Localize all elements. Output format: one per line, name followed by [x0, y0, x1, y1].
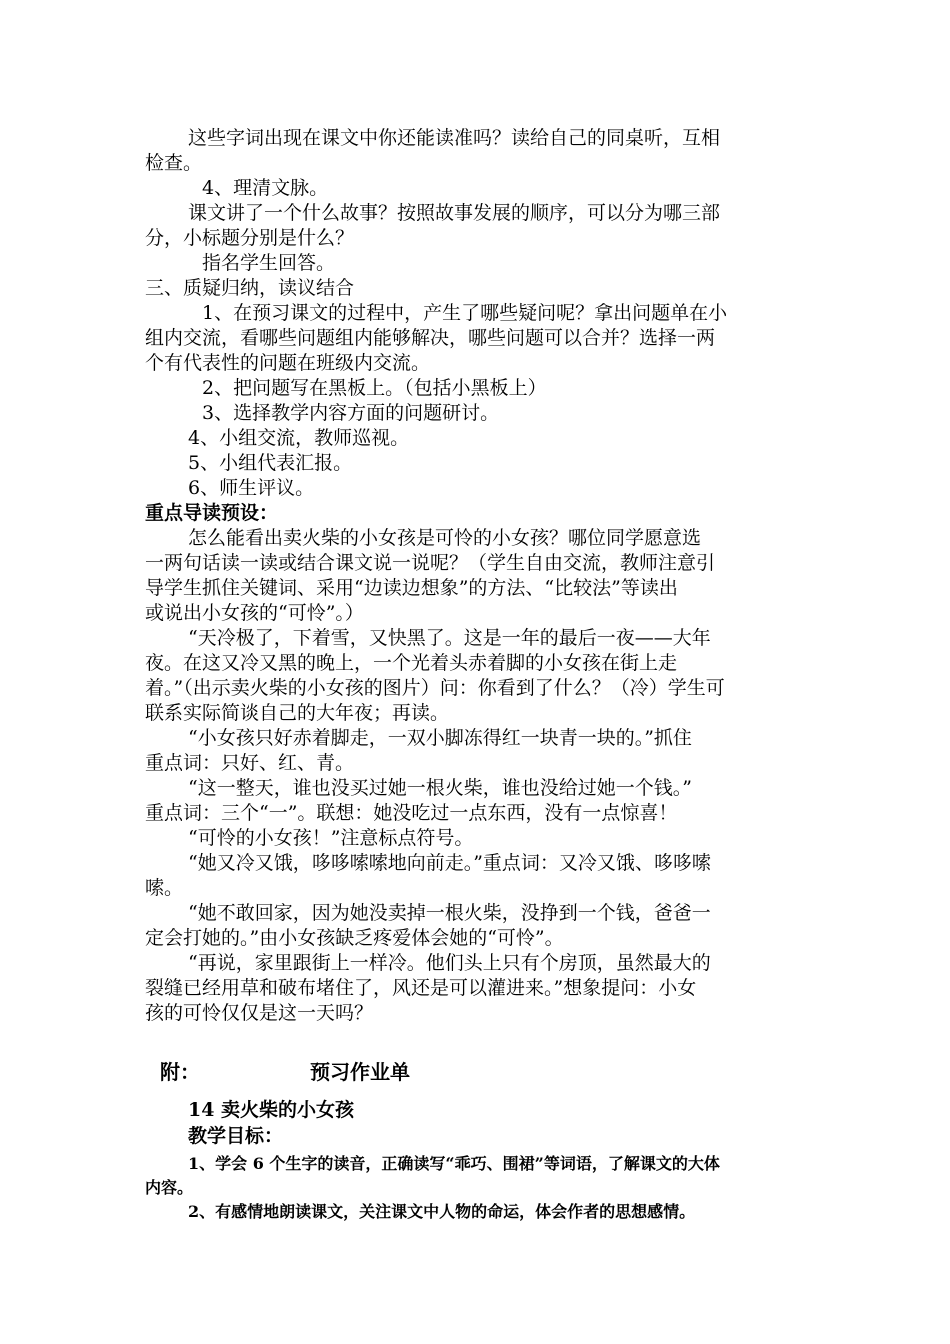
text-line: 5、小组代表汇报。 — [188, 452, 353, 474]
text-line: “这一整天，谁也没买过她一根火柴，谁也没给过她一个钱。” — [188, 777, 692, 799]
text-line: 组内交流，看哪些问题组内能够解决，哪些问题可以合并？选择一两 — [145, 327, 716, 349]
goals-heading: 教学目标： — [188, 1125, 284, 1147]
text-line: “她又冷又饿，哆哆嗦嗦地向前走。”重点词：又冷又饿、哆哆嗦 — [188, 852, 711, 874]
text-line: “可怜的小女孩！”注意标点符号。 — [188, 827, 474, 849]
section-heading: 三、质疑归纳，读议结合 — [145, 277, 355, 299]
text-line: “小女孩只好赤着脚走，一双小脚冻得红一块青一块的。”抓住 — [188, 727, 692, 749]
text-line: 课文讲了一个什么故事？按照故事发展的顺序，可以分为哪三部 — [188, 202, 721, 224]
text-line: “她不敢回家，因为她没卖掉一根火柴，没挣到一个钱，爸爸一 — [188, 902, 711, 924]
text-line: 嗦。 — [145, 877, 184, 899]
text-line: 重点词：只好、红、青。 — [145, 752, 355, 774]
text-line: 分，小标题分别是什么？ — [145, 227, 355, 249]
text-line: 一两句话读一读或结合课文说一说呢？（学生自由交流，教师注意引 — [145, 552, 716, 574]
text-line: 指名学生回答。 — [202, 252, 336, 274]
goal-line: 内容。 — [145, 1178, 194, 1197]
text-line: 联系实际简谈自己的大年夜；再读。 — [145, 702, 450, 724]
text-line: 个有代表性的问题在班级内交流。 — [145, 352, 431, 374]
section-heading: 重点导读预设： — [145, 502, 279, 524]
text-line: 着。”（出示卖火柴的小女孩的图片）问：你看到了什么？（冷）学生可 — [145, 677, 725, 699]
text-line: 怎么能看出卖火柴的小女孩是可怜的小女孩？哪位同学愿意选 — [188, 527, 702, 549]
text-line: 这些字词出现在课文中你还能读准吗？读给自己的同桌听，互相 — [188, 127, 721, 149]
text-line: 检查。 — [145, 152, 203, 174]
text-line: 裂缝已经用草和破布堵住了，风还是可以灌进来。”想象提问：小女 — [145, 977, 697, 999]
text-line: 2、把问题写在黑板上。（包括小黑板上） — [202, 377, 547, 399]
text-line: 6、师生评议。 — [188, 477, 315, 499]
annex-title: 预习作业单 — [310, 1060, 410, 1084]
text-line: 1、在预习课文的过程中，产生了哪些疑问呢？拿出问题单在小 — [202, 302, 728, 324]
lesson-title: 14 卖火柴的小女孩 — [188, 1099, 355, 1121]
goal-line: 2、有感情地朗读课文，关注课文中人物的命运，体会作者的思想感情。 — [188, 1202, 696, 1221]
goal-line: 1、学会 6 个生字的读音，正确读写“乖巧、围裙”等词语，了解课文的大体 — [188, 1154, 720, 1173]
text-line: 孩的可怜仅仅是这一天吗？ — [145, 1002, 374, 1024]
text-line: 或说出小女孩的“可怜”。） — [145, 602, 364, 624]
text-line: 4、小组交流，教师巡视。 — [188, 427, 410, 449]
text-line: 3、选择教学内容方面的问题研讨。 — [202, 402, 500, 424]
text-line: “再说，家里跟街上一样冷。他们头上只有个房顶，虽然最大的 — [188, 952, 711, 974]
text-line: 导学生抓住关键词、采用“边读边想象”的方法、“比较法”等读出 — [145, 577, 678, 599]
text-line: “天冷极了，下着雪，又快黑了。这是一年的最后一夜——大年 — [188, 627, 711, 649]
annex-mark: 附： — [160, 1060, 200, 1084]
text-line: 夜。在这又冷又黑的晚上，一个光着头赤着脚的小女孩在街上走 — [145, 652, 678, 674]
text-line: 4、理清文脉。 — [202, 177, 329, 199]
text-line: 重点词：三个“一”。联想：她没吃过一点东西，没有一点惊喜！ — [145, 802, 678, 824]
text-line: 定会打她的。”由小女孩缺乏疼爱体会她的“可怜”。 — [145, 927, 564, 949]
